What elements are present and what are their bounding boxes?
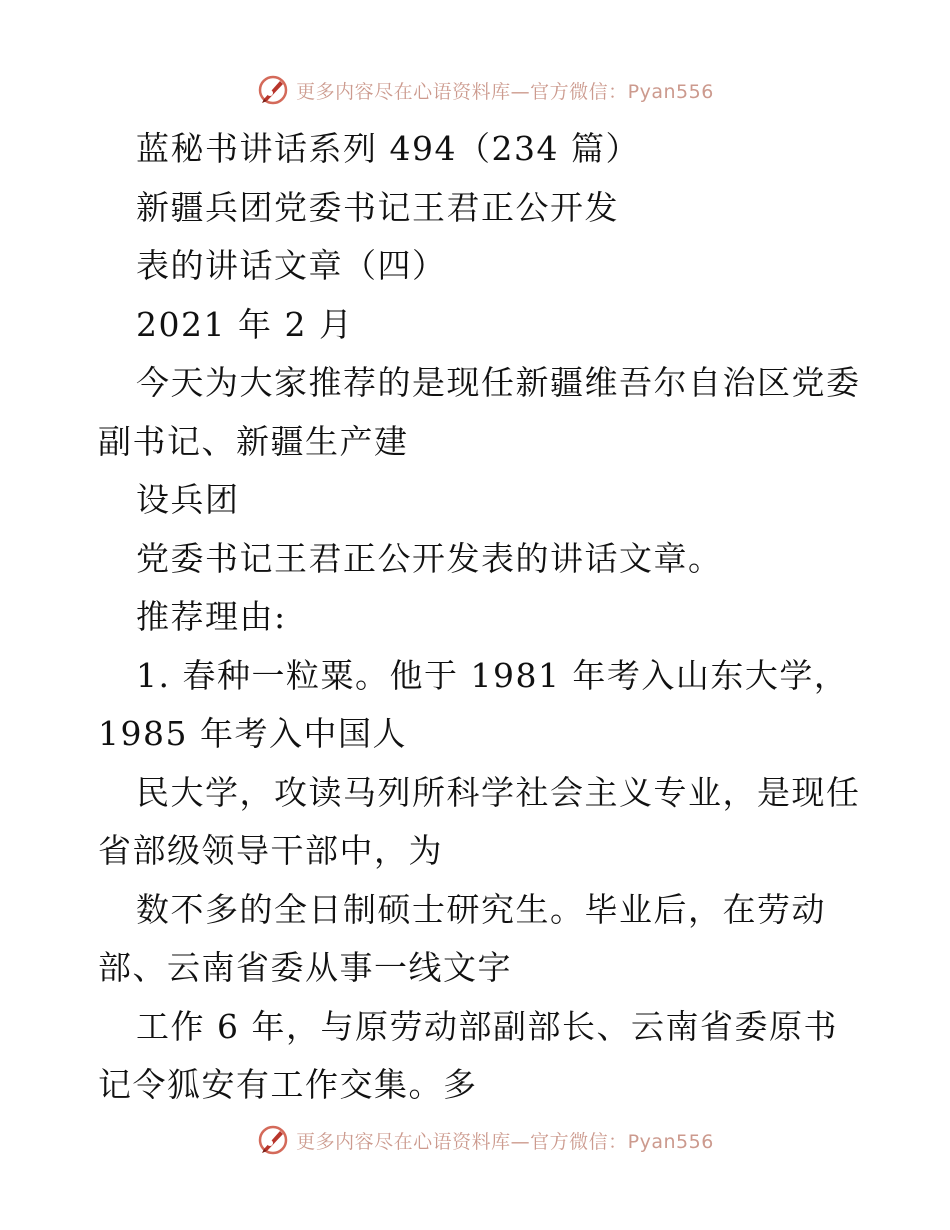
- text-line: 表的讲话文章（四）: [136, 246, 447, 285]
- watermark-text: 更多内容尽在心语资料库—官方微信：Pyan556: [296, 80, 714, 103]
- text-line: 推荐理由:: [136, 597, 287, 636]
- text-line: 1985 年考入中国人: [98, 714, 407, 753]
- quill-logo-icon: [256, 1123, 290, 1157]
- text-line: 数不多的全日制硕士研究生。毕业后，在劳动: [136, 889, 826, 929]
- text-line: 民大学，攻读马列所科学社会主义专业，是现任: [136, 772, 861, 812]
- document-body: [98, 120, 861, 1115]
- text-line: 记令狐安有工作交集。多: [98, 1065, 478, 1104]
- text-line: 部、云南省委从事一线文字: [98, 948, 512, 987]
- watermark-banner-bottom: [0, 1120, 950, 1160]
- text-line: 设兵团: [136, 480, 240, 519]
- watermark-banner-top: [0, 70, 950, 110]
- text-line: 2021 年 2 月: [136, 304, 354, 344]
- text-line: 今天为大家推荐的是现任新疆维吾尔自治区党委: [136, 363, 861, 402]
- watermark-text: 更多内容尽在心语资料库—官方微信：Pyan556: [296, 1130, 714, 1153]
- quill-logo-icon: [256, 73, 290, 107]
- text-line: 蓝秘书讲话系列 494（234 篇）: [136, 129, 640, 168]
- text-line: 省部级领导干部中，为: [98, 831, 443, 870]
- text-line: 新疆兵团党委书记王君正公开发: [136, 187, 619, 227]
- text-line: 党委书记王君正公开发表的讲话文章。: [136, 538, 723, 578]
- text-line: 1. 春种一粒粟。他于 1981 年考入山东大学，: [136, 655, 849, 695]
- text-line: 副书记、新疆生产建: [98, 421, 409, 461]
- text-line: 工作 6 年，与原劳动部副部长、云南省委原书: [136, 1006, 838, 1046]
